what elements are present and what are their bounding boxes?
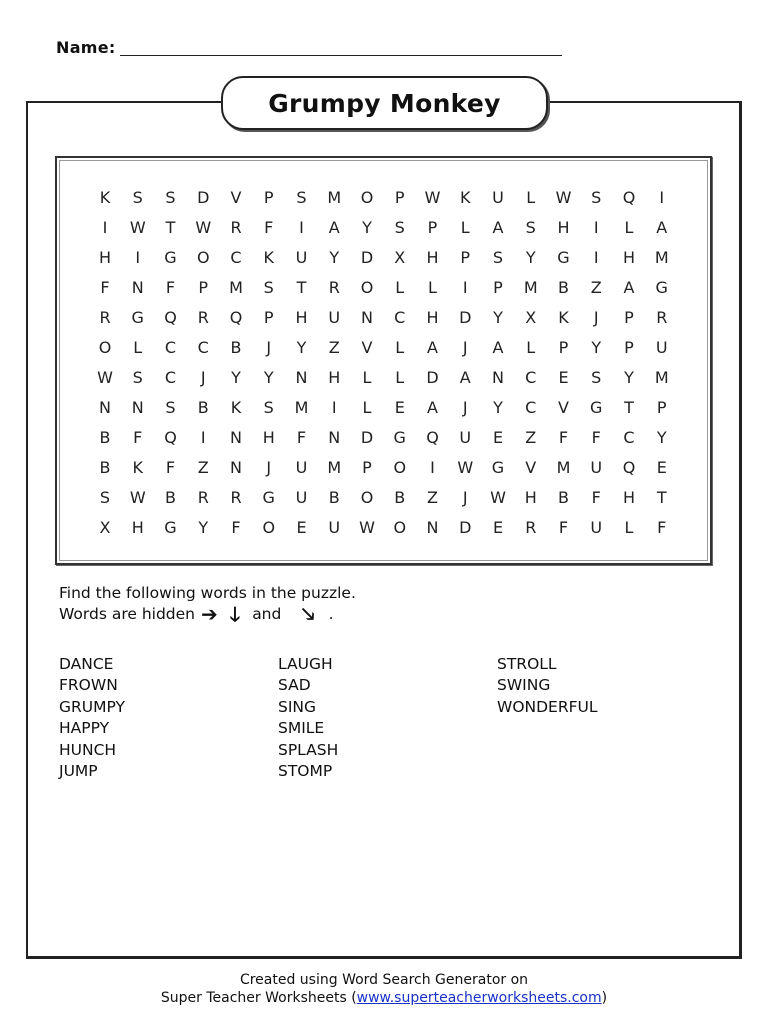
grid-letter: G <box>164 248 177 267</box>
grid-letter: T <box>296 278 307 297</box>
grid-letter: H <box>262 428 275 447</box>
grid-letter: G <box>491 458 505 477</box>
grid-letter: X <box>394 248 406 267</box>
grid-letter: C <box>394 308 406 327</box>
grid-letter: H <box>426 248 439 267</box>
grid-letter: F <box>558 428 569 447</box>
grid-letter: S <box>263 278 274 297</box>
grid-letter: T <box>624 398 634 417</box>
grid-letter: N <box>492 368 504 387</box>
grid-letter: L <box>428 278 437 297</box>
grid-letter: O <box>98 338 112 357</box>
footer-website-link[interactable]: www.superteacherworksheets.com <box>356 990 602 1006</box>
grid-letter: W <box>97 368 113 387</box>
grid-letter: W <box>129 218 146 237</box>
grid-letter: Z <box>590 278 602 297</box>
grid-letter: J <box>462 338 468 357</box>
grid-letter: I <box>593 248 599 267</box>
grid-letter: L <box>133 338 143 357</box>
grid-letter: K <box>132 458 143 477</box>
grid-letter: N <box>426 518 439 537</box>
grid-letter: Y <box>591 338 602 357</box>
grid-letter: E <box>492 518 504 537</box>
grid-letter: A <box>328 218 340 237</box>
grid-letter: I <box>593 218 599 237</box>
grid-letter: I <box>331 398 337 417</box>
worksheet-title: Grumpy Monkey <box>221 76 548 130</box>
word-list-item: STOMP <box>278 762 333 781</box>
grid-letter: D <box>426 368 439 387</box>
grid-letter: H <box>557 218 570 237</box>
grid-letter: M <box>523 278 538 297</box>
grid-letter: O <box>262 518 276 537</box>
word-list-column-2 <box>278 654 338 782</box>
grid-letter: O <box>393 458 407 477</box>
grid-letter: Z <box>525 428 537 447</box>
grid-letter: N <box>328 428 341 447</box>
word-list-item: WONDERFUL <box>497 697 598 716</box>
grid-letter: C <box>623 428 635 447</box>
grid-letter: L <box>395 278 405 297</box>
grid-letter: U <box>295 488 308 507</box>
grid-letter: R <box>656 308 668 327</box>
grid-letter: M <box>294 398 309 417</box>
grid-letter: X <box>99 518 111 537</box>
footer-source-line <box>0 990 768 1006</box>
grid-letter: Y <box>198 518 209 537</box>
grid-letter: B <box>99 428 111 447</box>
grid-letter: K <box>460 188 471 207</box>
grid-letter: J <box>462 488 468 507</box>
grid-letter: M <box>556 458 571 477</box>
grid-letter: N <box>131 278 144 297</box>
grid-letter: O <box>360 488 374 507</box>
grid-letter: I <box>135 248 141 267</box>
grid-letter: P <box>656 398 667 417</box>
grid-letter: W <box>195 218 212 237</box>
grid-letter: L <box>395 368 405 387</box>
name-label: Name: <box>56 38 116 57</box>
grid-letter: U <box>328 518 341 537</box>
grid-letter: R <box>525 518 537 537</box>
grid-letter: N <box>131 398 144 417</box>
grid-letter: H <box>328 368 341 387</box>
grid-letter: B <box>165 488 176 507</box>
grid-letter: S <box>525 218 536 237</box>
grid-letter: S <box>296 188 307 207</box>
grid-letter: J <box>200 368 206 387</box>
instructions-line-1: Find the following words in the puzzle. <box>59 584 356 602</box>
grid-letter: O <box>360 278 374 297</box>
grid-letter: P <box>558 338 569 357</box>
grid-letter: L <box>362 368 372 387</box>
word-list-item: JUMP <box>59 762 98 781</box>
grid-letter: Q <box>164 428 177 447</box>
grid-letter: L <box>460 218 470 237</box>
grid-letter: R <box>230 488 242 507</box>
grid-letter: H <box>622 248 636 267</box>
grid-letter: W <box>555 188 572 207</box>
grid-letter: E <box>394 398 405 417</box>
grid-letter: F <box>296 428 307 447</box>
word-list-item: SWING <box>497 676 551 695</box>
grid-letter: V <box>230 188 242 207</box>
grid-letter: Y <box>525 248 536 267</box>
grid-letter: V <box>525 458 537 477</box>
grid-letter: S <box>591 188 602 207</box>
word-list-item: SPLASH <box>278 740 339 759</box>
grid-letter: S <box>591 368 602 387</box>
grid-letter: C <box>164 338 177 357</box>
grid-letter: Y <box>231 368 241 387</box>
name-blank-line[interactable] <box>120 55 562 56</box>
grid-letter: F <box>231 518 241 537</box>
grid-letter: N <box>99 398 111 417</box>
grid-letter: G <box>393 428 406 447</box>
grid-letters <box>57 158 710 563</box>
grid-letter: J <box>266 458 272 477</box>
word-list-item: SMILE <box>278 719 325 738</box>
grid-letter: J <box>462 398 468 417</box>
grid-letter: N <box>230 458 242 477</box>
grid-letter: L <box>624 218 634 237</box>
grid-letter: Y <box>329 248 340 267</box>
grid-letter: G <box>590 398 603 417</box>
grid-letter: U <box>590 458 603 477</box>
word-list-item: FROWN <box>59 676 118 695</box>
grid-letter: P <box>362 458 372 477</box>
grid-letter: A <box>492 338 504 357</box>
grid-letter: Y <box>624 368 634 387</box>
grid-letter: L <box>624 518 634 537</box>
grid-letter: S <box>394 218 405 237</box>
grid-letter: P <box>624 308 634 327</box>
grid-letter: O <box>393 518 407 537</box>
grid-letter: R <box>230 218 242 237</box>
grid-letter: W <box>129 488 146 507</box>
grid-letter: F <box>591 428 601 447</box>
grid-letter: I <box>299 218 304 237</box>
grid-letter: P <box>624 338 634 357</box>
grid-letter: P <box>493 278 503 297</box>
grid-letter: G <box>164 518 177 537</box>
arrow-diagonal-icon: 🡖 <box>301 602 315 626</box>
grid-letter: G <box>131 308 144 327</box>
grid-letter: K <box>230 398 242 417</box>
grid-letter: S <box>132 188 143 207</box>
grid-letter: C <box>197 338 209 357</box>
grid-letter: Q <box>622 458 636 477</box>
grid-letter: Q <box>229 308 243 327</box>
grid-letter: E <box>558 368 569 387</box>
grid-letter: D <box>459 518 472 537</box>
grid-letter: B <box>99 458 111 477</box>
grid-letter: P <box>460 248 471 267</box>
grid-letter: Q <box>164 308 177 327</box>
grid-letter: D <box>459 308 472 327</box>
grid-letter: V <box>361 338 373 357</box>
grid-letter: U <box>492 188 504 207</box>
grid-letter: N <box>361 308 373 327</box>
grid-letter: Z <box>328 338 340 357</box>
grid-letter: M <box>229 278 243 297</box>
footer-source-prefix: Super Teacher Worksheets ( <box>160 990 357 1006</box>
grid-letter: S <box>492 248 504 267</box>
grid-letter: P <box>263 188 274 207</box>
grid-letter: I <box>462 278 468 297</box>
grid-letter: R <box>197 308 209 327</box>
grid-letter: U <box>295 248 308 267</box>
word-list-item: GRUMPY <box>59 697 125 716</box>
grid-letter: Y <box>493 398 503 417</box>
grid-letter: E <box>296 518 307 537</box>
grid-letter: K <box>99 188 111 207</box>
grid-letter: G <box>557 248 570 267</box>
word-list-column-3 <box>497 654 598 718</box>
grid-letter: H <box>524 488 537 507</box>
grid-letter: I <box>102 218 108 237</box>
grid-letter: V <box>558 398 569 417</box>
word-list-item: HAPPY <box>59 719 110 738</box>
grid-letter: F <box>165 278 176 297</box>
grid-letter: B <box>328 488 340 507</box>
grid-letter: C <box>525 398 537 417</box>
arrow-right-icon: ➔ <box>201 602 218 626</box>
grid-letter: R <box>99 308 111 327</box>
grid-letter: Z <box>197 458 209 477</box>
grid-letter: A <box>459 368 471 387</box>
grid-letter: B <box>230 338 242 357</box>
word-list-item: STROLL <box>497 655 557 673</box>
grid-letter: U <box>655 338 668 357</box>
grid-letter: H <box>426 308 439 327</box>
grid-letter: K <box>263 248 274 267</box>
grid-letter: Y <box>263 368 274 387</box>
grid-letter: M <box>327 188 342 207</box>
word-list-item: SAD <box>278 676 311 695</box>
grid-letter: D <box>360 428 374 447</box>
grid-letter: A <box>427 398 438 417</box>
grid-letter: H <box>295 308 308 327</box>
grid-letter: D <box>360 248 374 267</box>
grid-letter: P <box>198 278 209 297</box>
grid-letter: F <box>165 458 176 477</box>
grid-letter: C <box>164 368 177 387</box>
grid-letter: B <box>394 488 406 507</box>
grid-letter: B <box>558 278 569 297</box>
grid-letter: R <box>328 278 340 297</box>
grid-letter: Y <box>362 218 372 237</box>
word-list-item: SING <box>278 697 317 716</box>
grid-letter: F <box>133 428 143 447</box>
grid-letter: C <box>230 248 242 267</box>
grid-letter: P <box>427 218 438 237</box>
grid-letter: W <box>359 518 375 537</box>
grid-letter: F <box>657 518 667 537</box>
grid-letter: L <box>395 338 405 357</box>
word-list-item: DANCE <box>59 655 114 673</box>
grid-letter: S <box>132 368 143 387</box>
footer-credit-line: Created using Word Search Generator on <box>239 972 529 988</box>
grid-letter: T <box>165 218 176 237</box>
grid-letter: F <box>100 278 110 297</box>
grid-letter: F <box>591 488 601 507</box>
grid-letter: L <box>362 398 372 417</box>
grid-letter: M <box>654 368 669 387</box>
grid-letter: Y <box>493 308 503 327</box>
arrow-down-icon: 🡓 <box>229 602 241 626</box>
instructions-prefix: Words are hidden <box>59 605 196 623</box>
word-search-grid <box>55 156 712 565</box>
grid-letter: M <box>654 248 669 267</box>
grid-letter: S <box>165 188 176 207</box>
grid-letter: Y <box>656 428 667 447</box>
grid-letter: K <box>558 308 569 327</box>
grid-letter: I <box>430 458 435 477</box>
grid-letter: H <box>98 248 112 267</box>
grid-letter: A <box>492 218 504 237</box>
grid-letter: R <box>197 488 209 507</box>
grid-letter: Z <box>427 488 438 507</box>
grid-letter: N <box>230 428 242 447</box>
grid-letter: U <box>295 458 308 477</box>
grid-letter: D <box>197 188 210 207</box>
grid-letter: W <box>490 488 506 507</box>
instructions-and: and <box>252 605 282 623</box>
word-list-item: HUNCH <box>59 740 117 759</box>
grid-letter: Y <box>296 338 307 357</box>
grid-letter: Q <box>426 428 439 447</box>
word-list-column-1 <box>59 654 125 782</box>
instructions-period: . <box>328 605 334 623</box>
grid-letter: J <box>266 338 272 357</box>
word-list-item: LAUGH <box>278 655 333 673</box>
grid-letter: C <box>525 368 537 387</box>
footer-source-suffix: ) <box>601 990 608 1006</box>
grid-letter: O <box>196 248 210 267</box>
grid-letter: I <box>200 428 206 447</box>
grid-letter: J <box>593 308 599 327</box>
grid-letter: L <box>526 338 536 357</box>
grid-letter: A <box>427 338 438 357</box>
grid-letter: S <box>99 488 111 507</box>
grid-letter: P <box>263 308 274 327</box>
instructions-line-2 <box>59 602 334 626</box>
grid-letter: O <box>360 188 374 207</box>
grid-letter: A <box>623 278 635 297</box>
grid-letter: F <box>264 218 274 237</box>
grid-letter: B <box>558 488 569 507</box>
grid-letter: W <box>424 188 441 207</box>
grid-letter: G <box>262 488 275 507</box>
grid-letter: I <box>659 188 665 207</box>
grid-letter: H <box>131 518 144 537</box>
grid-letter: F <box>558 518 569 537</box>
grid-letter: S <box>165 398 176 417</box>
grid-letter: U <box>459 428 472 447</box>
grid-letter: N <box>295 368 308 387</box>
grid-letter: S <box>263 398 274 417</box>
grid-letter: T <box>656 488 667 507</box>
grid-letter: G <box>655 278 668 297</box>
grid-letter: W <box>457 458 474 477</box>
grid-letter: B <box>197 398 209 417</box>
grid-letter: P <box>394 188 405 207</box>
grid-letter: E <box>492 428 504 447</box>
grid-letter: U <box>590 518 603 537</box>
grid-letter: H <box>622 488 636 507</box>
grid-letter: U <box>328 308 341 327</box>
grid-letter: X <box>525 308 537 327</box>
grid-letter: E <box>656 458 667 477</box>
grid-letter: L <box>526 188 536 207</box>
grid-letter: A <box>656 218 668 237</box>
grid-letter: Q <box>622 188 636 207</box>
grid-letter: M <box>327 458 342 477</box>
